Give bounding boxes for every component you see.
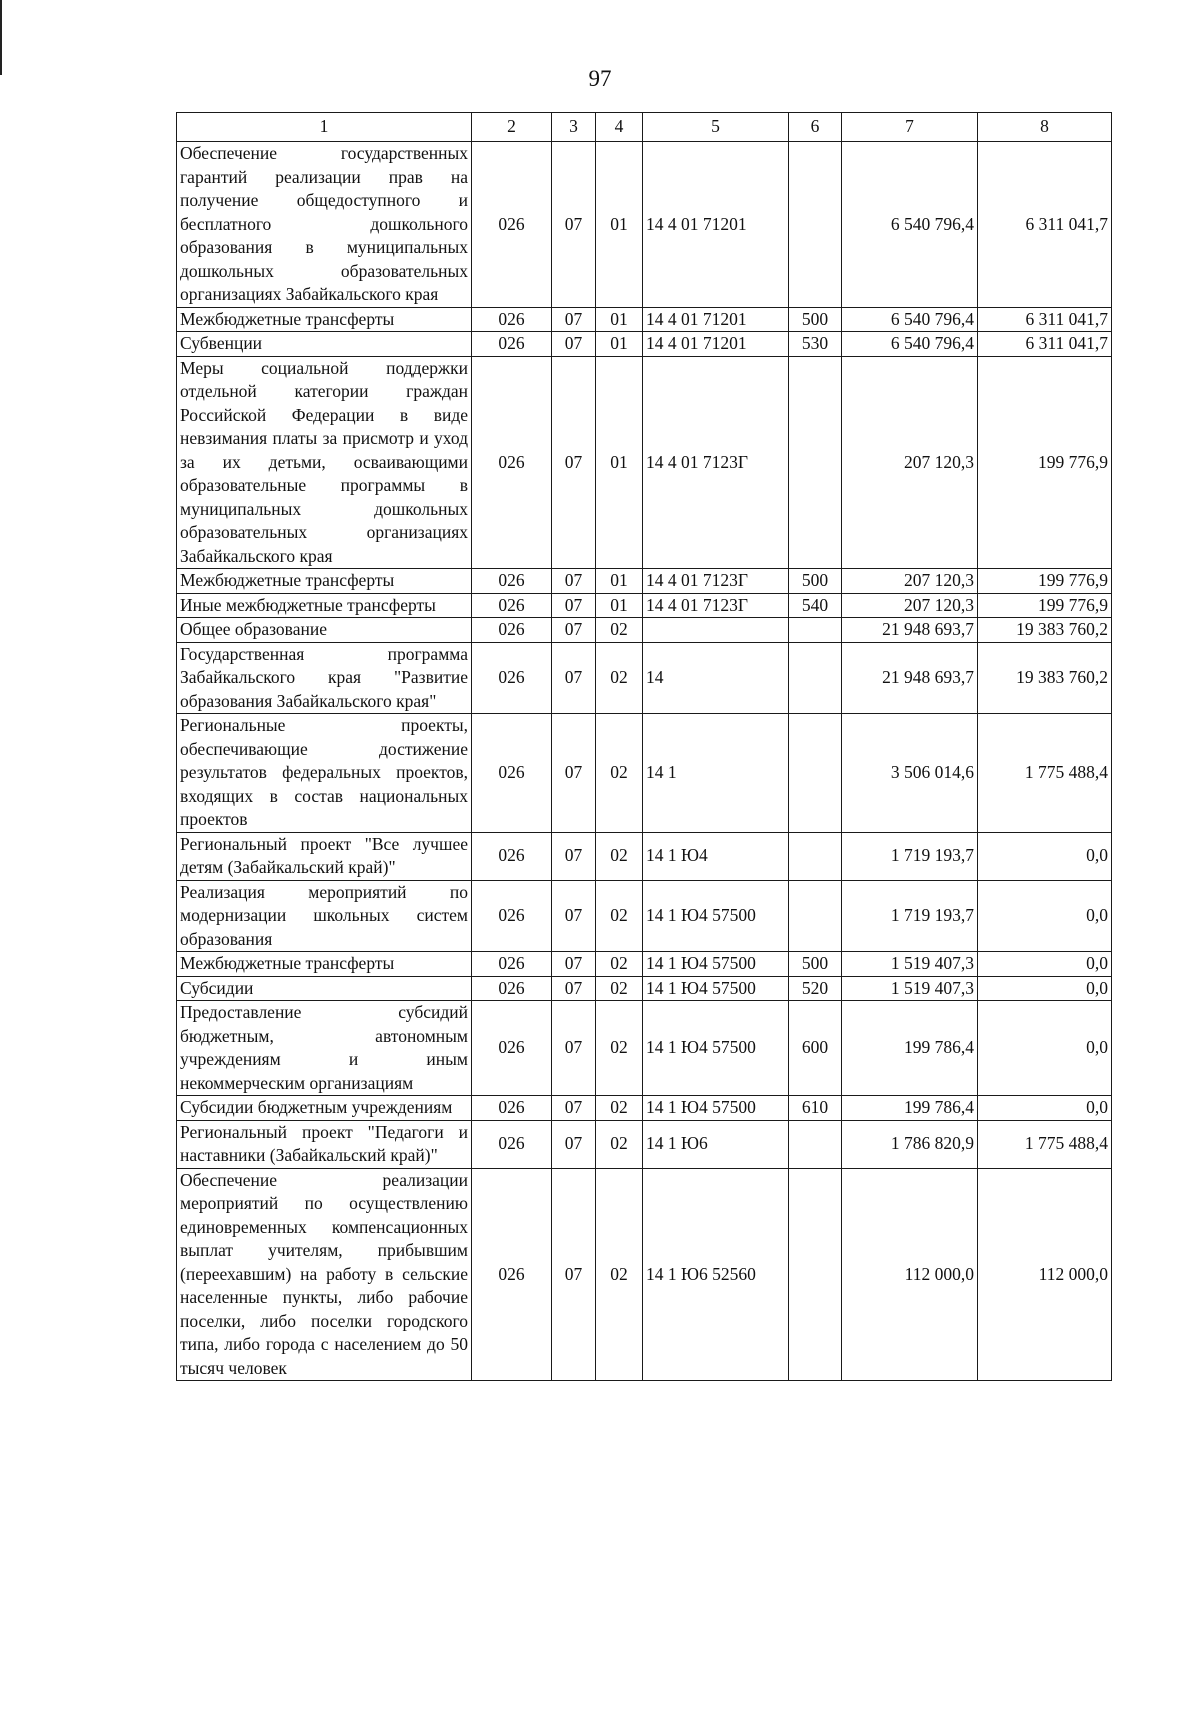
ministry-code: 026 — [472, 618, 552, 643]
amount-year-1: 1 786 820,9 — [842, 1120, 978, 1168]
table-row — [177, 714, 1112, 833]
table-row — [177, 832, 1112, 880]
column-header: 2 — [472, 113, 552, 142]
expense-type-code — [789, 714, 842, 833]
ministry-code: 026 — [472, 832, 552, 880]
expense-type-code — [789, 832, 842, 880]
section-code: 07 — [552, 880, 596, 952]
expense-type-code: 500 — [789, 952, 842, 977]
subsection-code: 02 — [596, 1120, 643, 1168]
item-name: Меры социальной поддержки отдельной категории граждан Российской Федерации в виде невзимания платы за присмотр и уход за их детьми, осваивающими образовательные программы в муниципальных дошкольных образовательных организациях Забайкальского края — [177, 356, 472, 569]
column-header: 4 — [596, 113, 643, 142]
ministry-code: 026 — [472, 569, 552, 594]
amount-year-2: 199 776,9 — [978, 569, 1112, 594]
target-article-code: 14 4 01 7123Г — [643, 593, 789, 618]
section-code: 07 — [552, 832, 596, 880]
section-code: 07 — [552, 1096, 596, 1121]
section-code: 07 — [552, 1168, 596, 1381]
amount-year-1: 199 786,4 — [842, 1001, 978, 1096]
amount-year-2: 0,0 — [978, 832, 1112, 880]
expense-type-code — [789, 356, 842, 569]
target-article-code: 14 4 01 71201 — [643, 307, 789, 332]
amount-year-1: 1 719 193,7 — [842, 832, 978, 880]
amount-year-2: 0,0 — [978, 952, 1112, 977]
amount-year-1: 6 540 796,4 — [842, 142, 978, 308]
table-row — [177, 642, 1112, 714]
amount-year-2: 6 311 041,7 — [978, 142, 1112, 308]
table-row — [177, 569, 1112, 594]
table-row — [177, 618, 1112, 643]
left-edge-rule — [0, 0, 2, 75]
ministry-code: 026 — [472, 1001, 552, 1096]
subsection-code: 01 — [596, 142, 643, 308]
ministry-code: 026 — [472, 1096, 552, 1121]
target-article-code: 14 1 — [643, 714, 789, 833]
table-row — [177, 952, 1112, 977]
page-number: 97 — [588, 66, 612, 91]
section-code: 07 — [552, 307, 596, 332]
target-article-code: 14 1 Ю4 57500 — [643, 1001, 789, 1096]
target-article-code: 14 1 Ю4 57500 — [643, 1096, 789, 1121]
section-code: 07 — [552, 593, 596, 618]
subsection-code: 02 — [596, 714, 643, 833]
item-name: Реализация мероприятий по модернизации школьных систем образования — [177, 880, 472, 952]
amount-year-1: 1 519 407,3 — [842, 976, 978, 1001]
amount-year-2: 6 311 041,7 — [978, 307, 1112, 332]
subsection-code: 02 — [596, 618, 643, 643]
table-row — [177, 593, 1112, 618]
ministry-code: 026 — [472, 642, 552, 714]
expense-type-code: 530 — [789, 332, 842, 357]
target-article-code — [643, 618, 789, 643]
column-header: 1 — [177, 113, 472, 142]
subsection-code: 02 — [596, 880, 643, 952]
ministry-code: 026 — [472, 593, 552, 618]
table-row — [177, 1001, 1112, 1096]
subsection-code: 02 — [596, 1001, 643, 1096]
item-name: Субсидии бюджетным учреждениям — [177, 1096, 472, 1121]
amount-year-2: 112 000,0 — [978, 1168, 1112, 1381]
subsection-code: 02 — [596, 976, 643, 1001]
ministry-code: 026 — [472, 976, 552, 1001]
amount-year-1: 6 540 796,4 — [842, 332, 978, 357]
table-row — [177, 356, 1112, 569]
table-row — [177, 332, 1112, 357]
target-article-code: 14 4 01 71201 — [643, 142, 789, 308]
amount-year-1: 21 948 693,7 — [842, 618, 978, 643]
item-name: Иные межбюджетные трансферты — [177, 593, 472, 618]
expense-type-code: 540 — [789, 593, 842, 618]
target-article-code: 14 1 Ю4 — [643, 832, 789, 880]
target-article-code: 14 4 01 7123Г — [643, 569, 789, 594]
subsection-code: 02 — [596, 642, 643, 714]
section-code: 07 — [552, 952, 596, 977]
table-row — [177, 307, 1112, 332]
expense-type-code — [789, 618, 842, 643]
amount-year-1: 21 948 693,7 — [842, 642, 978, 714]
subsection-code: 02 — [596, 1168, 643, 1381]
ministry-code: 026 — [472, 880, 552, 952]
expense-type-code — [789, 1168, 842, 1381]
ministry-code: 026 — [472, 1120, 552, 1168]
amount-year-2: 199 776,9 — [978, 593, 1112, 618]
expense-type-code — [789, 880, 842, 952]
amount-year-2: 0,0 — [978, 1096, 1112, 1121]
target-article-code: 14 1 Ю4 57500 — [643, 952, 789, 977]
subsection-code: 01 — [596, 307, 643, 332]
expense-type-code: 520 — [789, 976, 842, 1001]
budget-table — [176, 112, 1112, 1381]
target-article-code: 14 4 01 71201 — [643, 332, 789, 357]
section-code: 07 — [552, 332, 596, 357]
target-article-code: 14 1 Ю4 57500 — [643, 880, 789, 952]
amount-year-1: 1 519 407,3 — [842, 952, 978, 977]
table-row — [177, 1096, 1112, 1121]
amount-year-2: 0,0 — [978, 880, 1112, 952]
table-row — [177, 1120, 1112, 1168]
amount-year-1: 1 719 193,7 — [842, 880, 978, 952]
table-row — [177, 1168, 1112, 1381]
amount-year-1: 207 120,3 — [842, 569, 978, 594]
column-header: 6 — [789, 113, 842, 142]
subsection-code: 02 — [596, 832, 643, 880]
target-article-code: 14 1 Ю6 52560 — [643, 1168, 789, 1381]
amount-year-1: 6 540 796,4 — [842, 307, 978, 332]
subsection-code: 02 — [596, 952, 643, 977]
ministry-code: 026 — [472, 356, 552, 569]
column-header: 5 — [643, 113, 789, 142]
ministry-code: 026 — [472, 142, 552, 308]
ministry-code: 026 — [472, 952, 552, 977]
ministry-code: 026 — [472, 1168, 552, 1381]
expense-type-code: 500 — [789, 307, 842, 332]
expense-type-code — [789, 642, 842, 714]
table-row — [177, 142, 1112, 308]
section-code: 07 — [552, 356, 596, 569]
expense-type-code — [789, 142, 842, 308]
column-header: 8 — [978, 113, 1112, 142]
section-code: 07 — [552, 976, 596, 1001]
item-name: Межбюджетные трансферты — [177, 952, 472, 977]
amount-year-1: 112 000,0 — [842, 1168, 978, 1381]
amount-year-1: 207 120,3 — [842, 593, 978, 618]
amount-year-1: 199 786,4 — [842, 1096, 978, 1121]
subsection-code: 01 — [596, 569, 643, 594]
section-code: 07 — [552, 618, 596, 643]
section-code: 07 — [552, 142, 596, 308]
item-name: Межбюджетные трансферты — [177, 569, 472, 594]
expense-type-code: 610 — [789, 1096, 842, 1121]
expense-type-code: 500 — [789, 569, 842, 594]
item-name: Субсидии — [177, 976, 472, 1001]
item-name: Региональные проекты, обеспечивающие достижение результатов федеральных проектов, входящих в состав национальных проектов — [177, 714, 472, 833]
subsection-code: 02 — [596, 1096, 643, 1121]
amount-year-2: 1 775 488,4 — [978, 714, 1112, 833]
subsection-code: 01 — [596, 593, 643, 618]
item-name: Общее образование — [177, 618, 472, 643]
column-header: 3 — [552, 113, 596, 142]
section-code: 07 — [552, 1120, 596, 1168]
item-name: Предоставление субсидий бюджетным, автономным учреждениям и иным некоммерческим организациям — [177, 1001, 472, 1096]
section-code: 07 — [552, 714, 596, 833]
target-article-code: 14 1 Ю6 — [643, 1120, 789, 1168]
amount-year-1: 3 506 014,6 — [842, 714, 978, 833]
amount-year-2: 1 775 488,4 — [978, 1120, 1112, 1168]
item-name: Государственная программа Забайкальского края "Развитие образования Забайкальского края" — [177, 642, 472, 714]
amount-year-2: 6 311 041,7 — [978, 332, 1112, 357]
target-article-code: 14 — [643, 642, 789, 714]
expense-type-code — [789, 1120, 842, 1168]
amount-year-2: 0,0 — [978, 1001, 1112, 1096]
table-header-row — [177, 113, 1112, 142]
target-article-code: 14 4 01 7123Г — [643, 356, 789, 569]
item-name: Межбюджетные трансферты — [177, 307, 472, 332]
item-name: Обеспечение государственных гарантий реализации прав на получение общедоступного и бесплатного дошкольного образования в муниципальных дошкольных образовательных организациях Забайкальского края — [177, 142, 472, 308]
item-name: Региональный проект "Педагоги и наставники (Забайкальский край)" — [177, 1120, 472, 1168]
section-code: 07 — [552, 642, 596, 714]
amount-year-1: 207 120,3 — [842, 356, 978, 569]
amount-year-2: 0,0 — [978, 976, 1112, 1001]
amount-year-2: 199 776,9 — [978, 356, 1112, 569]
ministry-code: 026 — [472, 307, 552, 332]
subsection-code: 01 — [596, 332, 643, 357]
item-name: Субвенции — [177, 332, 472, 357]
section-code: 07 — [552, 569, 596, 594]
table-row — [177, 880, 1112, 952]
item-name: Региональный проект "Все лучшее детям (Забайкальский край)" — [177, 832, 472, 880]
ministry-code: 026 — [472, 332, 552, 357]
amount-year-2: 19 383 760,2 — [978, 642, 1112, 714]
target-article-code: 14 1 Ю4 57500 — [643, 976, 789, 1001]
amount-year-2: 19 383 760,2 — [978, 618, 1112, 643]
section-code: 07 — [552, 1001, 596, 1096]
expense-type-code: 600 — [789, 1001, 842, 1096]
ministry-code: 026 — [472, 714, 552, 833]
column-header: 7 — [842, 113, 978, 142]
subsection-code: 01 — [596, 356, 643, 569]
item-name: Обеспечение реализации мероприятий по осуществлению единовременных компенсационных выплат учителям, прибывшим (переехавшим) на работу в сельские населенные пункты, либо рабочие поселки, либо поселки городского типа, либо города с населением до 50 тысяч человек — [177, 1168, 472, 1381]
table-row — [177, 976, 1112, 1001]
